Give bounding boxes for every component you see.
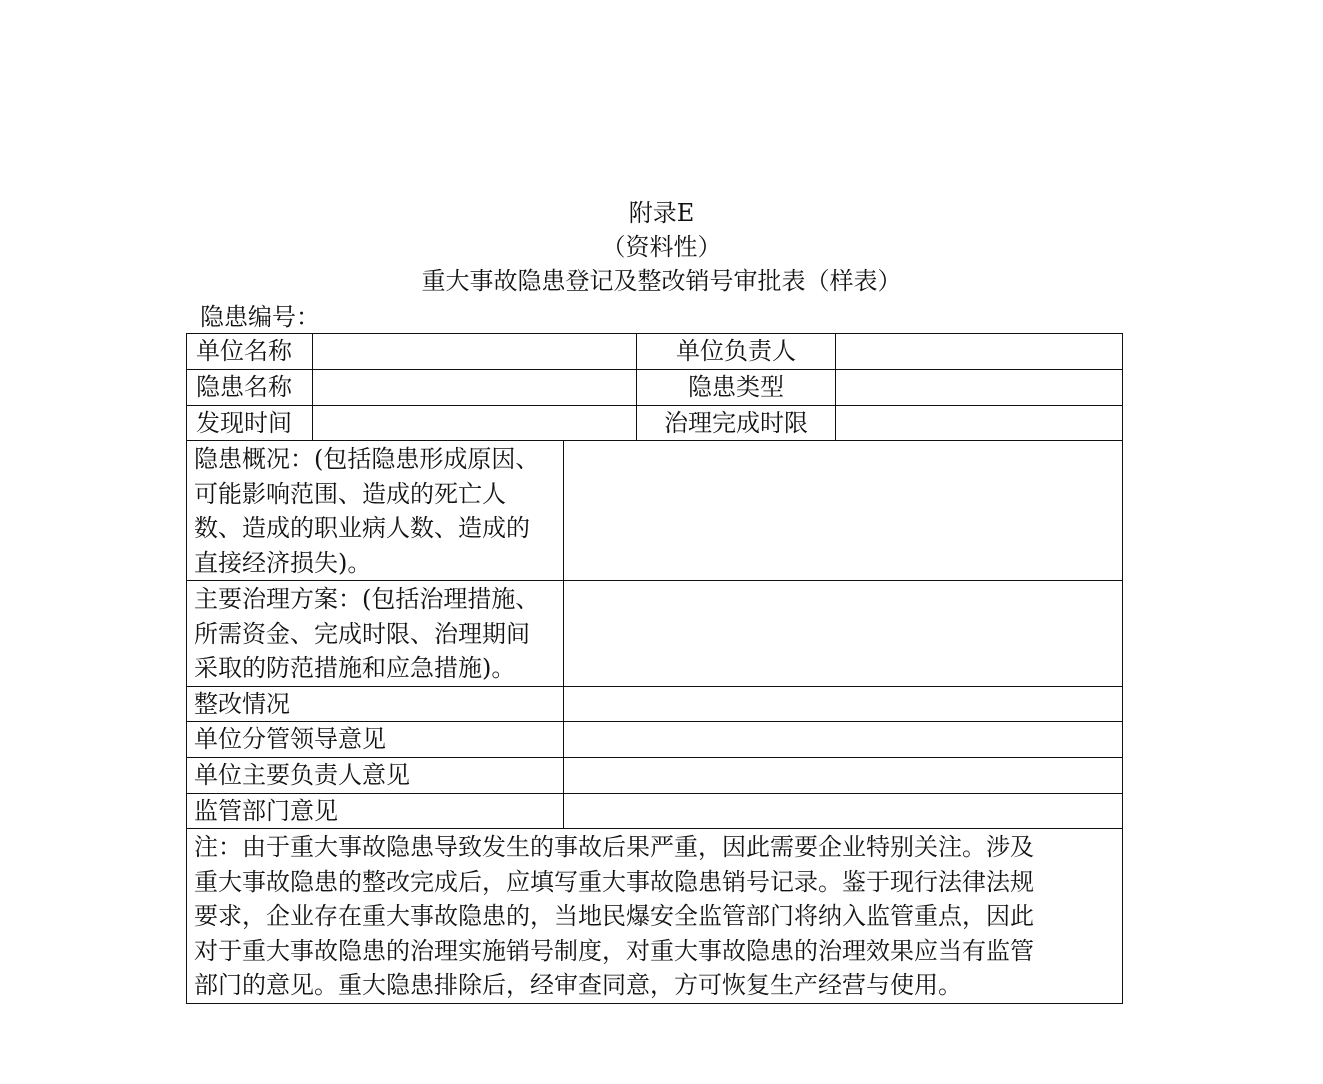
treatment-plan-label <box>194 582 539 686</box>
column-divider <box>563 440 564 828</box>
column-divider <box>312 333 313 440</box>
hazard-code-label: 隐患编号： <box>200 303 320 331</box>
rectification-label: 整改情况 <box>194 690 290 718</box>
unit-head-label: 单位负责人 <box>676 337 796 365</box>
note-line: 部门的意见。重大隐患排除后，经审查同意，方可恢复生产经营与使用。 <box>194 971 962 999</box>
note-line: 要求，企业存在重大事故隐患的，当地民爆安全监管部门将纳入监管重点，因此 <box>194 902 1034 930</box>
hazard-name-label: 隐患名称 <box>196 373 292 401</box>
row-divider <box>186 828 1123 829</box>
overview-line: 数、造成的职业病人数、造成的 <box>194 514 530 542</box>
note-line: 对于重大事故隐患的治理实施销号制度，对重大事故隐患的治理效果应当有监管 <box>194 936 1034 965</box>
note-line: 注：由于重大事故隐患导致发生的事故后果严重，因此需要企业特别关注。涉及 <box>194 833 1034 861</box>
overview-line: 可能影响范围、造成的死亡人 <box>194 479 506 508</box>
deadline-label: 治理完成时限 <box>664 409 808 437</box>
regulator-opinion-label: 监管部门意见 <box>194 797 338 825</box>
note-line: 重大事故隐患的整改完成后，应填写重大事故隐患销号记录。鉴于现行法律法规 <box>194 867 1034 896</box>
row-divider <box>186 686 1123 687</box>
head-opinion-label: 单位主要负责人意见 <box>194 761 410 789</box>
form-title: 重大事故隐患登记及整改销号审批表（样表） <box>421 267 902 295</box>
found-time-label: 发现时间 <box>196 409 292 437</box>
appendix-label: 附录E <box>628 199 695 227</box>
overview-line: 直接经济损失)。 <box>194 548 372 577</box>
appendix-nature: （资料性） <box>601 233 722 261</box>
column-divider <box>835 333 836 440</box>
hazard-overview-label <box>194 442 539 580</box>
leader-opinion-label: 单位分管领导意见 <box>194 725 386 753</box>
plan-line: 所需资金、完成时限、治理期间 <box>194 619 530 648</box>
overview-line: 隐患概况：(包括隐患形成原因、 <box>194 445 540 473</box>
row-divider <box>186 580 1123 581</box>
plan-line: 主要治理方案：(包括治理措施、 <box>194 585 540 613</box>
hazard-type-label: 隐患类型 <box>688 373 784 401</box>
unit-name-label: 单位名称 <box>196 337 292 365</box>
row-divider <box>186 440 1123 441</box>
form-note <box>194 830 1034 1003</box>
plan-line: 采取的防范措施和应急措施)。 <box>194 654 516 682</box>
